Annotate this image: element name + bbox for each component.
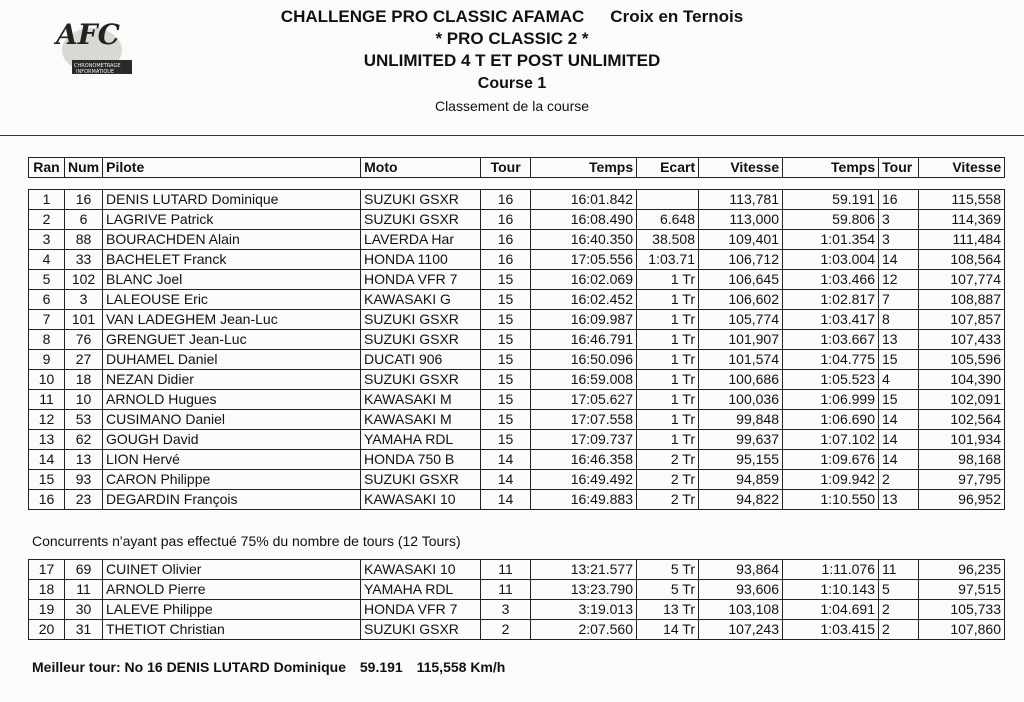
cell-moto: DUCATI 906 [361,350,481,370]
table-row [29,330,1005,350]
cell-tour: 15 [481,270,531,290]
col-best-vitesse: Vitesse [919,158,1005,178]
cell-vitesse: 95,155 [699,450,783,470]
cell-tour: 15 [481,290,531,310]
cell-temps: 16:46.358 [531,450,637,470]
race-title: Course 1 [477,75,547,92]
cell-best-time: 1:03.004 [783,250,879,270]
cell-best-speed: 107,774 [919,270,1005,290]
cell-ecart: 13 Tr [637,600,699,620]
cell-best-lap: 3 [879,210,919,230]
cell-tour: 16 [481,230,531,250]
cell-ran: 6 [29,290,65,310]
col-temps: Temps [531,158,637,178]
cell-moto: LAVERDA Har [361,230,481,250]
cell-best-time: 1:10.550 [783,490,879,510]
cell-best-lap: 16 [879,190,919,210]
cell-best-time: 1:06.999 [783,390,879,410]
cell-moto: SUZUKI GSXR [361,310,481,330]
cell-best-lap: 7 [879,290,919,310]
cell-ecart: 1 Tr [637,270,699,290]
cell-pilote: LALEOUSE Eric [103,290,361,310]
cell-pilote: LION Hervé [103,450,361,470]
cell-temps: 13:21.577 [531,560,637,580]
cell-temps: 2:07.560 [531,620,637,640]
classified-results-body [29,190,1005,510]
cell-tour: 14 [481,490,531,510]
cell-vitesse: 100,686 [699,370,783,390]
cell-pilote: DUHAMEL Daniel [103,350,361,370]
cell-ecart: 1 Tr [637,350,699,370]
cell-tour: 15 [481,430,531,450]
cell-vitesse: 103,108 [699,600,783,620]
cell-temps: 16:02.069 [531,270,637,290]
cell-best-speed: 108,564 [919,250,1005,270]
table-row [29,270,1005,290]
cell-ran: 15 [29,470,65,490]
header-title-line [0,6,1024,28]
cell-best-time: 1:11.076 [783,560,879,580]
cell-temps: 17:05.627 [531,390,637,410]
col-tour: Tour [481,158,531,178]
cell-num: 53 [65,410,103,430]
cell-best-time: 1:03.415 [783,620,879,640]
cell-best-time: 1:04.691 [783,600,879,620]
results-subtitle: Classement de la course [434,98,590,114]
cell-best-lap: 8 [879,310,919,330]
cell-pilote: BLANC Joel [103,270,361,290]
cell-num: 30 [65,600,103,620]
cell-best-time: 1:06.690 [783,410,879,430]
cell-ecart: 1 Tr [637,310,699,330]
document-header [0,6,1024,116]
col-best-temps: Temps [783,158,879,178]
cell-best-speed: 97,515 [919,580,1005,600]
cell-ecart: 2 Tr [637,450,699,470]
cell-ecart: 6.648 [637,210,699,230]
cell-best-lap: 4 [879,370,919,390]
best-lap-speed: 115,558 Km/h [416,659,506,675]
cell-num: 31 [65,620,103,640]
cell-ran: 1 [29,190,65,210]
cell-moto: HONDA 750 B [361,450,481,470]
cell-temps: 16:46.791 [531,330,637,350]
cell-temps: 17:05.556 [531,250,637,270]
cell-temps: 16:59.008 [531,370,637,390]
col-ecart: Ecart [637,158,699,178]
cell-ecart: 38.508 [637,230,699,250]
cell-ecart: 1:03.71 [637,250,699,270]
cell-temps: 17:09.737 [531,430,637,450]
cell-temps: 16:49.492 [531,470,637,490]
cell-best-speed: 97,795 [919,470,1005,490]
table-row [29,370,1005,390]
cell-ran: 2 [29,210,65,230]
svg-text:INFORMATIQUE: INFORMATIQUE [76,69,115,75]
category-title: * PRO CLASSIC 2 * [435,29,589,48]
cell-moto: KAWASAKI G [361,290,481,310]
cell-best-lap: 13 [879,330,919,350]
cell-best-time: 1:03.466 [783,270,879,290]
cell-num: 88 [65,230,103,250]
cell-best-time: 1:03.417 [783,310,879,330]
cell-ran: 5 [29,270,65,290]
cell-best-speed: 114,369 [919,210,1005,230]
column-header-row [29,158,1005,178]
cell-ran: 4 [29,250,65,270]
cell-vitesse: 109,401 [699,230,783,250]
cell-num: 3 [65,290,103,310]
cell-temps: 3:19.013 [531,600,637,620]
logo-text: AFC [56,18,120,51]
cell-vitesse: 99,637 [699,430,783,450]
cell-tour: 15 [481,410,531,430]
cell-ran: 13 [29,430,65,450]
cell-pilote: DENIS LUTARD Dominique [103,190,361,210]
cell-pilote: CARON Philippe [103,470,361,490]
cell-num: 62 [65,430,103,450]
cell-pilote: LAGRIVE Patrick [103,210,361,230]
best-lap-summary [32,659,515,675]
cell-best-time: 1:05.523 [783,370,879,390]
table-row [29,580,1005,600]
cell-best-lap: 15 [879,390,919,410]
cell-ecart: 2 Tr [637,490,699,510]
cell-ran: 11 [29,390,65,410]
cell-moto: HONDA VFR 7 [361,600,481,620]
cell-moto: HONDA VFR 7 [361,270,481,290]
cell-pilote: THETIOT Christian [103,620,361,640]
table-row [29,210,1005,230]
cell-vitesse: 106,645 [699,270,783,290]
cell-ecart [637,190,699,210]
cell-temps: 16:09.987 [531,310,637,330]
table-row [29,560,1005,580]
cell-pilote: BOURACHDEN Alain [103,230,361,250]
cell-best-time: 59.806 [783,210,879,230]
cell-ran: 18 [29,580,65,600]
cell-best-lap: 14 [879,430,919,450]
cell-ran: 8 [29,330,65,350]
cell-best-speed: 105,733 [919,600,1005,620]
cell-vitesse: 106,712 [699,250,783,270]
cell-temps: 16:50.096 [531,350,637,370]
table-row [29,430,1005,450]
cell-vitesse: 107,243 [699,620,783,640]
table-row [29,390,1005,410]
cell-best-lap: 14 [879,250,919,270]
table-row [29,290,1005,310]
cell-tour: 15 [481,350,531,370]
cell-moto: YAMAHA RDL [361,580,481,600]
cell-vitesse: 94,822 [699,490,783,510]
cell-best-time: 59.191 [783,190,879,210]
cell-moto: KAWASAKI M [361,410,481,430]
non-classified-results-table [28,559,1005,640]
cell-vitesse: 105,774 [699,310,783,330]
cell-best-lap: 2 [879,470,919,490]
cell-ecart: 1 Tr [637,410,699,430]
cell-num: 27 [65,350,103,370]
non-classified-results-body [29,560,1005,640]
cell-moto: YAMAHA RDL [361,430,481,450]
cell-vitesse: 113,000 [699,210,783,230]
cell-vitesse: 93,864 [699,560,783,580]
cell-temps: 16:49.883 [531,490,637,510]
cell-tour: 3 [481,600,531,620]
table-row [29,600,1005,620]
cell-vitesse: 101,574 [699,350,783,370]
cell-pilote: CUINET Olivier [103,560,361,580]
cell-vitesse: 100,036 [699,390,783,410]
cell-moto: KAWASAKI 10 [361,560,481,580]
cell-num: 11 [65,580,103,600]
cell-tour: 15 [481,330,531,350]
cell-best-lap: 12 [879,270,919,290]
cell-pilote: ARNOLD Pierre [103,580,361,600]
cell-moto: SUZUKI GSXR [361,330,481,350]
cell-vitesse: 101,907 [699,330,783,350]
cell-tour: 11 [481,560,531,580]
cell-num: 6 [65,210,103,230]
cell-best-time: 1:04.775 [783,350,879,370]
cell-best-speed: 102,564 [919,410,1005,430]
cell-ecart: 1 Tr [637,290,699,310]
cell-pilote: VAN LADEGHEM Jean-Luc [103,310,361,330]
cell-pilote: NEZAN Didier [103,370,361,390]
cell-num: 76 [65,330,103,350]
cell-moto: SUZUKI GSXR [361,210,481,230]
table-row [29,310,1005,330]
cell-moto: SUZUKI GSXR [361,370,481,390]
cell-num: 18 [65,370,103,390]
cell-ecart: 14 Tr [637,620,699,640]
cell-ran: 9 [29,350,65,370]
cell-ran: 20 [29,620,65,640]
cell-tour: 2 [481,620,531,640]
cell-ran: 14 [29,450,65,470]
cell-vitesse: 93,606 [699,580,783,600]
cell-tour: 15 [481,310,531,330]
col-num: Num [65,158,103,178]
cell-best-speed: 102,091 [919,390,1005,410]
cell-pilote: ARNOLD Hugues [103,390,361,410]
cell-temps: 16:01.842 [531,190,637,210]
cell-best-lap: 5 [879,580,919,600]
table-row [29,620,1005,640]
cell-moto: KAWASAKI M [361,390,481,410]
table-row [29,230,1005,250]
cell-best-time: 1:10.143 [783,580,879,600]
cell-ran: 10 [29,370,65,390]
cell-best-speed: 101,934 [919,430,1005,450]
cell-vitesse: 113,781 [699,190,783,210]
col-pilote: Pilote [103,158,361,178]
cell-tour: 15 [481,370,531,390]
cell-pilote: BACHELET Franck [103,250,361,270]
cell-moto: KAWASAKI 10 [361,490,481,510]
cell-best-speed: 105,596 [919,350,1005,370]
cell-best-lap: 11 [879,560,919,580]
cell-best-speed: 111,484 [919,230,1005,250]
cell-tour: 16 [481,210,531,230]
cell-best-time: 1:07.102 [783,430,879,450]
cell-ecart: 1 Tr [637,390,699,410]
cell-ran: 3 [29,230,65,250]
cell-moto: HONDA 1100 [361,250,481,270]
cell-tour: 15 [481,390,531,410]
subcategory-title: UNLIMITED 4 T ET POST UNLIMITED [363,51,661,70]
cell-pilote: GRENGUET Jean-Luc [103,330,361,350]
classified-results-table [28,189,1005,510]
col-vitesse: Vitesse [699,158,783,178]
cell-best-lap: 15 [879,350,919,370]
cell-num: 10 [65,390,103,410]
cell-moto: SUZUKI GSXR [361,470,481,490]
results-header-table [28,157,1005,178]
svg-text:CHRONOMETRAGE: CHRONOMETRAGE [74,63,121,69]
cell-ecart: 1 Tr [637,370,699,390]
cell-best-time: 1:09.676 [783,450,879,470]
cell-best-speed: 107,433 [919,330,1005,350]
table-row [29,490,1005,510]
cell-best-lap: 14 [879,410,919,430]
cell-num: 16 [65,190,103,210]
cell-vitesse: 99,848 [699,410,783,430]
cell-moto: SUZUKI GSXR [361,190,481,210]
cell-best-speed: 104,390 [919,370,1005,390]
cell-best-speed: 108,887 [919,290,1005,310]
cell-num: 23 [65,490,103,510]
cell-ran: 16 [29,490,65,510]
cell-tour: 16 [481,190,531,210]
event-location: Croix en Ternois [610,7,744,26]
table-row [29,190,1005,210]
cell-temps: 13:23.790 [531,580,637,600]
cell-best-lap: 13 [879,490,919,510]
cell-num: 33 [65,250,103,270]
cell-vitesse: 106,602 [699,290,783,310]
cell-ecart: 1 Tr [637,330,699,350]
col-best-tour: Tour [879,158,919,178]
cell-temps: 16:40.350 [531,230,637,250]
cell-temps: 17:07.558 [531,410,637,430]
cell-best-speed: 107,857 [919,310,1005,330]
cell-best-lap: 2 [879,620,919,640]
cell-best-speed: 107,860 [919,620,1005,640]
cell-ran: 19 [29,600,65,620]
col-moto: Moto [361,158,481,178]
cell-best-speed: 96,235 [919,560,1005,580]
cell-pilote: LALEVE Philippe [103,600,361,620]
table-row [29,350,1005,370]
cell-tour: 11 [481,580,531,600]
cell-pilote: DEGARDIN François [103,490,361,510]
cell-ecart: 5 Tr [637,580,699,600]
header-divider [0,135,1024,136]
col-ran: Ran [29,158,65,178]
cell-best-lap: 3 [879,230,919,250]
cell-num: 93 [65,470,103,490]
cell-best-lap: 2 [879,600,919,620]
cell-best-speed: 115,558 [919,190,1005,210]
cell-pilote: CUSIMANO Daniel [103,410,361,430]
cell-best-time: 1:02.817 [783,290,879,310]
table-row [29,450,1005,470]
non-classified-note: Concurrents n'ayant pas effectué 75% du nombre de tours (12 Tours) [32,533,461,549]
cell-best-speed: 96,952 [919,490,1005,510]
cell-temps: 16:02.452 [531,290,637,310]
cell-best-speed: 98,168 [919,450,1005,470]
cell-ran: 7 [29,310,65,330]
table-row [29,470,1005,490]
cell-vitesse: 94,859 [699,470,783,490]
best-lap-label: Meilleur tour: No 16 DENIS LUTARD Dominique [32,659,346,675]
cell-ran: 12 [29,410,65,430]
cell-temps: 16:08.490 [531,210,637,230]
cell-num: 69 [65,560,103,580]
cell-ran: 17 [29,560,65,580]
cell-num: 101 [65,310,103,330]
cell-num: 102 [65,270,103,290]
cell-moto: SUZUKI GSXR [361,620,481,640]
cell-best-lap: 14 [879,450,919,470]
cell-best-time: 1:03.667 [783,330,879,350]
cell-ecart: 5 Tr [637,560,699,580]
cell-best-time: 1:09.942 [783,470,879,490]
cell-num: 13 [65,450,103,470]
table-row [29,410,1005,430]
event-title: CHALLENGE PRO CLASSIC AFAMAC [280,7,585,26]
table-row [29,250,1005,270]
cell-best-time: 1:01.354 [783,230,879,250]
cell-tour: 14 [481,450,531,470]
cell-ecart: 2 Tr [637,470,699,490]
cell-tour: 14 [481,470,531,490]
best-lap-time: 59.191 [359,659,403,675]
cell-ecart: 1 Tr [637,430,699,450]
cell-pilote: GOUGH David [103,430,361,450]
cell-tour: 16 [481,250,531,270]
